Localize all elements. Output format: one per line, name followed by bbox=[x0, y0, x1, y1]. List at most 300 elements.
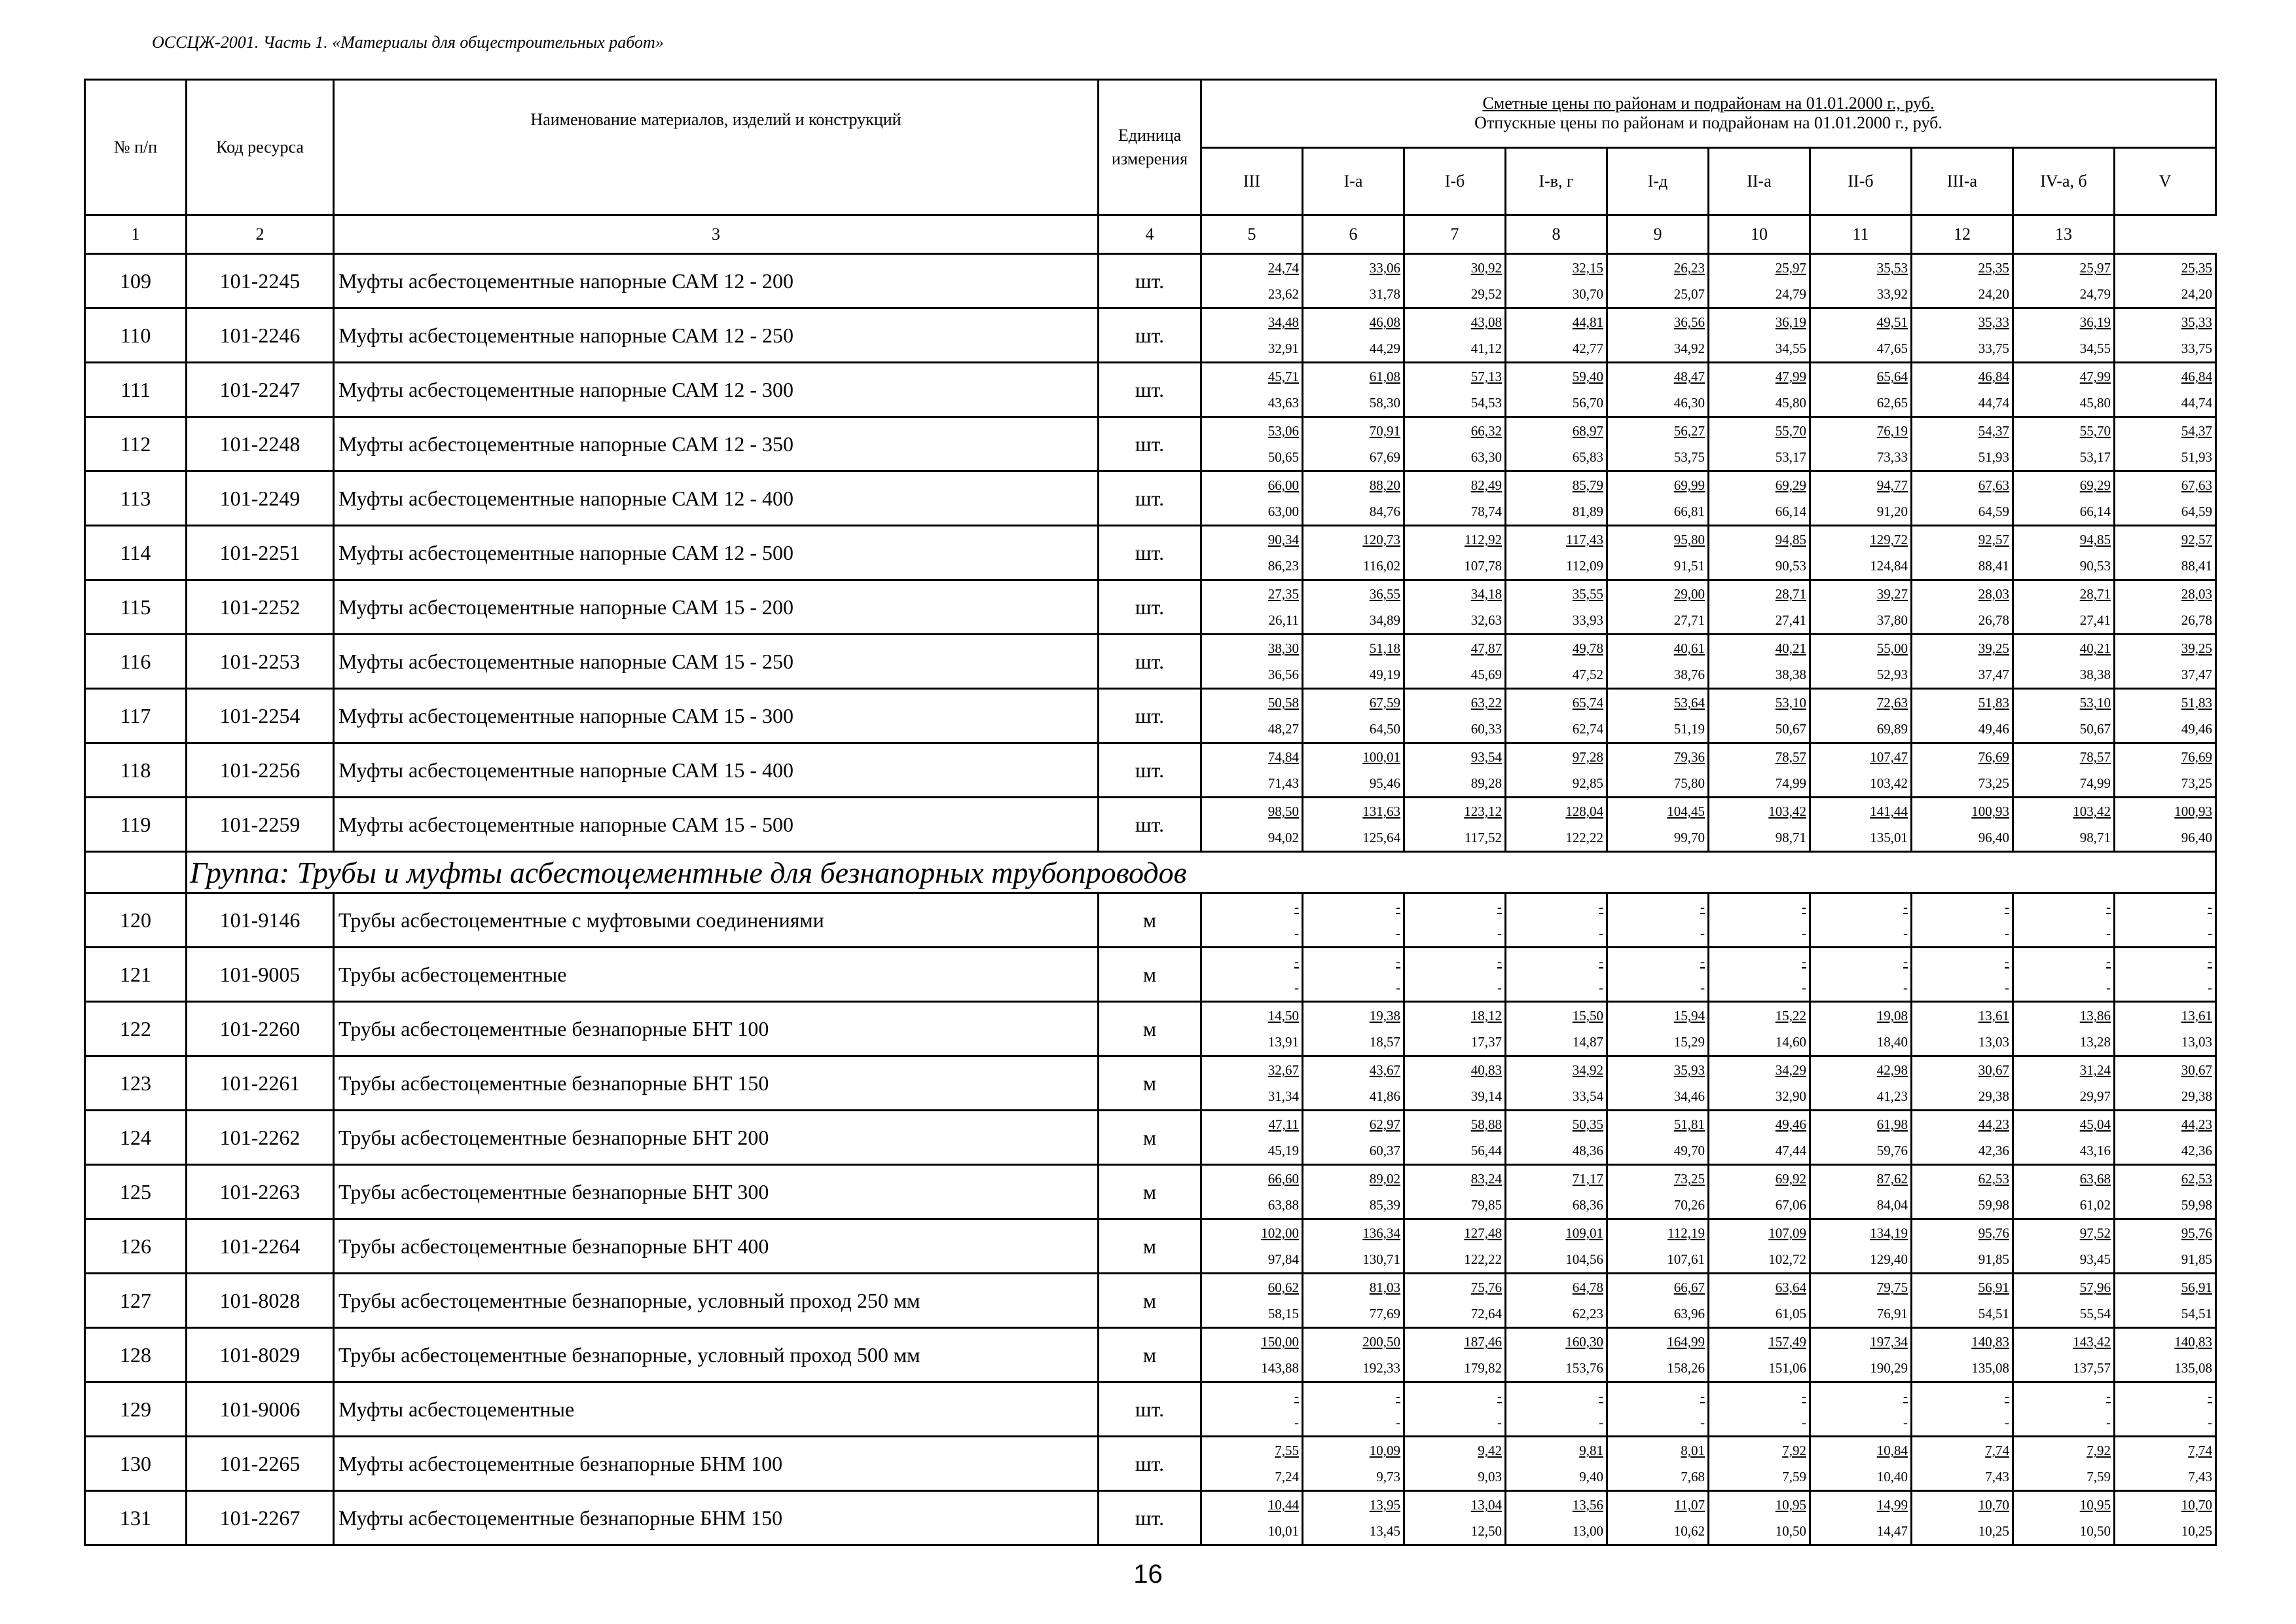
estimated-price: 95,76 bbox=[2181, 1225, 2213, 1241]
release-price: 17,37 bbox=[1470, 1034, 1502, 1050]
header-prices-estimated: Сметные цены по районам и подрайонам на 01.01.2000 г., руб. bbox=[1482, 94, 1935, 113]
price-cell bbox=[2115, 1382, 2216, 1437]
estimated-price: 82,49 bbox=[1470, 477, 1502, 493]
release-price: - bbox=[1599, 925, 1603, 941]
estimated-price: 92,57 bbox=[2181, 532, 2213, 547]
material-name: Муфты асбестоцементные напорные САМ 12 - 300 bbox=[334, 363, 1099, 417]
estimated-price: 7,74 bbox=[1985, 1443, 2009, 1458]
price-cell bbox=[2013, 1328, 2115, 1382]
price-cell bbox=[2013, 580, 2115, 635]
price-cell bbox=[1607, 948, 1709, 1002]
release-price: 63,30 bbox=[1470, 449, 1502, 465]
release-price: 9,73 bbox=[1376, 1469, 1400, 1485]
release-price: 24,20 bbox=[1978, 286, 2009, 302]
release-price: 74,99 bbox=[1775, 775, 1806, 791]
price-cell bbox=[2013, 635, 2115, 689]
release-price: 45,80 bbox=[2079, 395, 2111, 411]
estimated-price: 103,42 bbox=[2073, 803, 2111, 819]
release-price: 41,12 bbox=[1470, 341, 1502, 356]
estimated-price: 7,74 bbox=[2188, 1443, 2213, 1458]
release-price: 153,76 bbox=[1565, 1360, 1603, 1376]
price-cell bbox=[1404, 1219, 1506, 1274]
estimated-price: 18,12 bbox=[1470, 1008, 1502, 1024]
estimated-price: 64,78 bbox=[1572, 1280, 1603, 1295]
release-price: 91,20 bbox=[1876, 504, 1908, 519]
release-price: 77,69 bbox=[1369, 1306, 1400, 1321]
estimated-price: - bbox=[2208, 1388, 2213, 1404]
estimated-price: 47,99 bbox=[2079, 369, 2111, 384]
estimated-price: 140,83 bbox=[2174, 1334, 2213, 1350]
estimated-price: 160,30 bbox=[1565, 1334, 1603, 1350]
price-cell bbox=[2013, 308, 2115, 363]
table-row bbox=[85, 1491, 2216, 1545]
release-price: 10,01 bbox=[1267, 1523, 1299, 1539]
estimated-price: - bbox=[1294, 899, 1299, 915]
material-name: Трубы асбестоцементные bbox=[334, 948, 1099, 1002]
price-cell bbox=[1506, 1382, 1607, 1437]
estimated-price: 36,56 bbox=[1673, 314, 1705, 330]
estimated-price: 107,47 bbox=[1870, 749, 1908, 765]
group-empty-cell bbox=[85, 852, 187, 893]
column-number: 2 bbox=[187, 215, 334, 254]
estimated-price: 127,48 bbox=[1464, 1225, 1502, 1241]
price-cell bbox=[2115, 417, 2216, 471]
estimated-price: - bbox=[2208, 953, 2213, 969]
header-region: IV-а, б bbox=[2013, 147, 2115, 215]
price-cell bbox=[1303, 1382, 1404, 1437]
estimated-price: 94,77 bbox=[1876, 477, 1908, 493]
resource-code: 101-2253 bbox=[187, 635, 334, 689]
header-prices bbox=[1201, 80, 2216, 148]
price-cell bbox=[1607, 1437, 1709, 1491]
price-cell bbox=[2115, 1219, 2216, 1274]
price-cell bbox=[1810, 254, 1912, 308]
release-price: 34,89 bbox=[1369, 612, 1400, 628]
table-row bbox=[85, 689, 2216, 743]
estimated-price: - bbox=[1396, 899, 1400, 915]
price-cell bbox=[1810, 580, 1912, 635]
price-cell bbox=[1709, 1382, 1810, 1437]
release-price: 14,87 bbox=[1572, 1034, 1603, 1050]
price-cell bbox=[2013, 1056, 2115, 1111]
estimated-price: - bbox=[1294, 1388, 1299, 1404]
price-cell bbox=[1404, 308, 1506, 363]
release-price: 64,59 bbox=[2181, 504, 2213, 519]
column-number: 12 bbox=[1912, 215, 2013, 254]
release-price: 9,40 bbox=[1579, 1469, 1603, 1485]
release-price: 73,25 bbox=[1978, 775, 2009, 791]
unit-cell: шт. bbox=[1099, 526, 1201, 580]
release-price: 71,43 bbox=[1267, 775, 1299, 791]
column-number: 3 bbox=[334, 215, 1099, 254]
release-price: 58,30 bbox=[1369, 395, 1400, 411]
release-price: 12,50 bbox=[1470, 1523, 1502, 1539]
estimated-price: 58,88 bbox=[1470, 1116, 1502, 1132]
estimated-price: 62,53 bbox=[1978, 1171, 2009, 1187]
estimated-price: 104,45 bbox=[1667, 803, 1705, 819]
resource-code: 101-9006 bbox=[187, 1382, 334, 1437]
column-number: 9 bbox=[1607, 215, 1709, 254]
price-cell bbox=[1201, 1219, 1303, 1274]
resource-code: 101-2247 bbox=[187, 363, 334, 417]
release-price: 53,17 bbox=[2079, 449, 2111, 465]
material-name: Муфты асбестоцементные напорные САМ 15 - 500 bbox=[334, 798, 1099, 852]
price-cell bbox=[1506, 526, 1607, 580]
resource-code: 101-8029 bbox=[187, 1328, 334, 1382]
release-price: 27,71 bbox=[1673, 612, 1705, 628]
price-cell bbox=[1404, 893, 1506, 948]
table-row bbox=[85, 1165, 2216, 1219]
price-cell bbox=[1506, 1165, 1607, 1219]
estimated-price: 90,34 bbox=[1267, 532, 1299, 547]
release-price: 23,62 bbox=[1267, 286, 1299, 302]
release-price: 63,00 bbox=[1267, 504, 1299, 519]
price-cell bbox=[1404, 1056, 1506, 1111]
price-cell bbox=[1404, 1382, 1506, 1437]
estimated-price: 164,99 bbox=[1667, 1334, 1705, 1350]
price-cell bbox=[1810, 363, 1912, 417]
table-row bbox=[85, 893, 2216, 948]
row-number: 118 bbox=[85, 743, 187, 798]
release-price: 61,02 bbox=[2079, 1197, 2111, 1213]
release-price: - bbox=[2208, 1414, 2213, 1430]
price-cell bbox=[2013, 1002, 2115, 1056]
estimated-price: 32,15 bbox=[1572, 260, 1603, 276]
release-price: 10,62 bbox=[1673, 1523, 1705, 1539]
release-price: 55,54 bbox=[2079, 1306, 2111, 1321]
price-cell bbox=[1303, 580, 1404, 635]
release-price: 73,33 bbox=[1876, 449, 1908, 465]
estimated-price: 70,91 bbox=[1369, 423, 1400, 439]
price-cell bbox=[1506, 471, 1607, 526]
resource-code: 101-2246 bbox=[187, 308, 334, 363]
material-name: Трубы асбестоцементные безнапорные БНТ 100 bbox=[334, 1002, 1099, 1056]
release-price: - bbox=[1802, 1414, 1806, 1430]
resource-code: 101-2248 bbox=[187, 417, 334, 471]
release-price: 79,85 bbox=[1470, 1197, 1502, 1213]
price-cell bbox=[2013, 743, 2115, 798]
price-cell bbox=[1709, 363, 1810, 417]
price-cell bbox=[2013, 1274, 2115, 1328]
resource-code: 101-2267 bbox=[187, 1491, 334, 1545]
price-cell bbox=[1404, 1274, 1506, 1328]
estimated-price: 44,23 bbox=[2181, 1116, 2213, 1132]
release-price: 31,34 bbox=[1267, 1088, 1299, 1104]
release-price: 48,27 bbox=[1267, 721, 1299, 737]
release-price: - bbox=[2106, 1414, 2111, 1430]
unit-cell: м bbox=[1099, 1219, 1201, 1274]
release-price: 158,26 bbox=[1667, 1360, 1705, 1376]
resource-code: 101-2256 bbox=[187, 743, 334, 798]
release-price: 38,38 bbox=[2079, 667, 2111, 682]
estimated-price: 61,98 bbox=[1876, 1116, 1908, 1132]
release-price: - bbox=[1396, 980, 1400, 995]
price-cell bbox=[1303, 1437, 1404, 1491]
release-price: 179,82 bbox=[1464, 1360, 1502, 1376]
release-price: 26,11 bbox=[1268, 612, 1299, 628]
release-price: 92,85 bbox=[1572, 775, 1603, 791]
price-cell bbox=[1303, 1491, 1404, 1545]
estimated-price: 31,24 bbox=[2079, 1062, 2111, 1078]
release-price: - bbox=[1700, 1414, 1705, 1430]
estimated-price: 143,42 bbox=[2073, 1334, 2111, 1350]
row-number: 116 bbox=[85, 635, 187, 689]
material-name: Муфты асбестоцементные напорные САМ 15 - 200 bbox=[334, 580, 1099, 635]
price-cell bbox=[1303, 417, 1404, 471]
material-name: Трубы асбестоцементные безнапорные БНТ 300 bbox=[334, 1165, 1099, 1219]
column-number: 4 bbox=[1099, 215, 1201, 254]
price-cell bbox=[2013, 798, 2115, 852]
price-cell bbox=[1201, 1328, 1303, 1382]
release-price: - bbox=[1903, 1414, 1908, 1430]
table-row bbox=[85, 1437, 2216, 1491]
price-cell bbox=[1709, 1274, 1810, 1328]
release-price: 72,64 bbox=[1470, 1306, 1502, 1321]
price-cell bbox=[1303, 798, 1404, 852]
column-number: 13 bbox=[2013, 215, 2115, 254]
header-region: V bbox=[2115, 147, 2216, 215]
release-price: 13,45 bbox=[1369, 1523, 1400, 1539]
release-price: 97,84 bbox=[1267, 1251, 1299, 1267]
price-cell bbox=[1303, 471, 1404, 526]
price-cell bbox=[1607, 1328, 1709, 1382]
estimated-price: 40,83 bbox=[1470, 1062, 1502, 1078]
estimated-price: - bbox=[2005, 899, 2009, 915]
price-cell bbox=[2115, 363, 2216, 417]
estimated-price: 51,83 bbox=[2181, 695, 2213, 710]
release-price: 54,51 bbox=[1978, 1306, 2009, 1321]
unit-cell: шт. bbox=[1099, 254, 1201, 308]
resource-code: 101-2265 bbox=[187, 1437, 334, 1491]
price-cell bbox=[1607, 580, 1709, 635]
material-name: Муфты асбестоцементные безнапорные БНМ 100 bbox=[334, 1437, 1099, 1491]
estimated-price: 53,10 bbox=[1775, 695, 1806, 710]
price-cell bbox=[1607, 798, 1709, 852]
estimated-price: 123,12 bbox=[1464, 803, 1502, 819]
unit-cell: м bbox=[1099, 1165, 1201, 1219]
estimated-price: 47,99 bbox=[1775, 369, 1806, 384]
price-cell bbox=[1607, 1382, 1709, 1437]
table-row bbox=[85, 1056, 2216, 1111]
estimated-price: 53,06 bbox=[1267, 423, 1299, 439]
release-price: 107,78 bbox=[1464, 558, 1502, 574]
row-number: 111 bbox=[85, 363, 187, 417]
release-price: 38,76 bbox=[1673, 667, 1705, 682]
estimated-price: 13,61 bbox=[2181, 1008, 2213, 1024]
release-price: - bbox=[2208, 980, 2213, 995]
estimated-price: 112,92 bbox=[1465, 532, 1502, 547]
estimated-price: 10,95 bbox=[2079, 1497, 2111, 1513]
price-cell bbox=[1607, 1111, 1709, 1165]
estimated-price: 66,00 bbox=[1267, 477, 1299, 493]
estimated-price: 49,78 bbox=[1572, 640, 1603, 656]
price-cell bbox=[1709, 798, 1810, 852]
price-cell bbox=[1912, 417, 2013, 471]
price-cell bbox=[1810, 1491, 1912, 1545]
release-price: 90,53 bbox=[1775, 558, 1806, 574]
estimated-price: 47,87 bbox=[1470, 640, 1502, 656]
row-number: 115 bbox=[85, 580, 187, 635]
estimated-price: 7,92 bbox=[2086, 1443, 2111, 1458]
release-price: 7,24 bbox=[1275, 1469, 1299, 1485]
price-cell bbox=[1607, 743, 1709, 798]
release-price: 96,40 bbox=[1978, 830, 2009, 845]
row-number: 127 bbox=[85, 1274, 187, 1328]
release-price: 42,36 bbox=[2181, 1143, 2213, 1158]
estimated-price: 109,01 bbox=[1565, 1225, 1603, 1241]
price-cell bbox=[1404, 635, 1506, 689]
release-price: 78,74 bbox=[1470, 504, 1502, 519]
estimated-price: 30,67 bbox=[1978, 1062, 2009, 1078]
unit-cell: шт. bbox=[1099, 1382, 1201, 1437]
release-price: 33,75 bbox=[2181, 341, 2213, 356]
estimated-price: 30,67 bbox=[2181, 1062, 2213, 1078]
price-cell bbox=[2115, 635, 2216, 689]
estimated-price: 51,18 bbox=[1369, 640, 1400, 656]
release-price: 116,02 bbox=[1363, 558, 1400, 574]
release-price: 10,25 bbox=[1978, 1523, 2009, 1539]
release-price: - bbox=[2005, 980, 2009, 995]
estimated-price: 14,99 bbox=[1876, 1497, 1908, 1513]
estimated-price: 55,70 bbox=[1775, 423, 1806, 439]
estimated-price: 39,25 bbox=[1978, 640, 2009, 656]
resource-code: 101-8028 bbox=[187, 1274, 334, 1328]
estimated-price: - bbox=[1497, 953, 1502, 969]
release-price: 91,85 bbox=[1978, 1251, 2009, 1267]
release-price: - bbox=[1294, 925, 1299, 941]
unit-cell: м bbox=[1099, 1111, 1201, 1165]
estimated-price: 141,44 bbox=[1870, 803, 1908, 819]
release-price: 94,02 bbox=[1267, 830, 1299, 845]
release-price: 44,74 bbox=[2181, 395, 2213, 411]
price-cell bbox=[1303, 1165, 1404, 1219]
release-price: 24,79 bbox=[1775, 286, 1806, 302]
price-cell bbox=[1506, 254, 1607, 308]
estimated-price: - bbox=[1497, 899, 1502, 915]
estimated-price: 136,34 bbox=[1362, 1225, 1400, 1241]
release-price: 29,52 bbox=[1470, 286, 1502, 302]
estimated-price: 51,81 bbox=[1673, 1116, 1705, 1132]
estimated-price: - bbox=[1396, 953, 1400, 969]
estimated-price: - bbox=[1497, 1388, 1502, 1404]
table-row bbox=[85, 948, 2216, 1002]
release-price: - bbox=[1599, 980, 1603, 995]
release-price: 190,29 bbox=[1870, 1360, 1908, 1376]
row-number: 131 bbox=[85, 1491, 187, 1545]
release-price: 70,26 bbox=[1673, 1197, 1705, 1213]
row-number: 122 bbox=[85, 1002, 187, 1056]
release-price: 59,98 bbox=[1978, 1197, 2009, 1213]
release-price: 24,79 bbox=[2079, 286, 2111, 302]
release-price: 37,47 bbox=[1978, 667, 2009, 682]
column-number: 5 bbox=[1201, 215, 1303, 254]
price-cell bbox=[1201, 1111, 1303, 1165]
price-cell bbox=[1709, 254, 1810, 308]
estimated-price: 129,72 bbox=[1870, 532, 1908, 547]
price-cell bbox=[1912, 580, 2013, 635]
release-price: 37,80 bbox=[1876, 612, 1908, 628]
release-price: 66,81 bbox=[1673, 504, 1705, 519]
release-price: 49,46 bbox=[1978, 721, 2009, 737]
estimated-price: - bbox=[2106, 899, 2111, 915]
estimated-price: 28,71 bbox=[2079, 586, 2111, 602]
estimated-price: 200,50 bbox=[1362, 1334, 1400, 1350]
release-price: 58,15 bbox=[1267, 1306, 1299, 1321]
price-cell bbox=[1810, 471, 1912, 526]
release-price: 51,93 bbox=[1978, 449, 2009, 465]
release-price: 13,91 bbox=[1267, 1034, 1299, 1050]
release-price: 129,40 bbox=[1870, 1251, 1908, 1267]
price-cell bbox=[1709, 1002, 1810, 1056]
release-price: 47,44 bbox=[1775, 1143, 1806, 1158]
release-price: 73,25 bbox=[2181, 775, 2213, 791]
table-row bbox=[85, 1328, 2216, 1382]
release-price: - bbox=[2005, 925, 2009, 941]
price-cell bbox=[1912, 1002, 2013, 1056]
estimated-price: 65,74 bbox=[1572, 695, 1603, 710]
release-price: 13,28 bbox=[2079, 1034, 2111, 1050]
release-price: 61,05 bbox=[1775, 1306, 1806, 1321]
price-cell bbox=[1303, 1111, 1404, 1165]
estimated-price: - bbox=[1903, 899, 1908, 915]
estimated-price: 25,97 bbox=[2079, 260, 2111, 276]
estimated-price: 79,75 bbox=[1876, 1280, 1908, 1295]
unit-cell: шт. bbox=[1099, 363, 1201, 417]
estimated-price: 60,62 bbox=[1267, 1280, 1299, 1295]
release-price: 96,40 bbox=[2181, 830, 2213, 845]
release-price: 7,43 bbox=[1985, 1469, 2009, 1485]
table-row bbox=[85, 1219, 2216, 1274]
price-cell bbox=[2013, 893, 2115, 948]
material-name: Муфты асбестоцементные напорные САМ 15 - 300 bbox=[334, 689, 1099, 743]
estimated-price: 78,57 bbox=[2079, 749, 2111, 765]
estimated-price: 69,29 bbox=[1775, 477, 1806, 493]
release-price: 60,33 bbox=[1470, 721, 1502, 737]
estimated-price: 25,97 bbox=[1775, 260, 1806, 276]
material-name: Муфты асбестоцементные напорные САМ 15 - 250 bbox=[334, 635, 1099, 689]
price-cell bbox=[1810, 1111, 1912, 1165]
price-cell bbox=[1709, 1328, 1810, 1382]
estimated-price: 71,17 bbox=[1572, 1171, 1603, 1187]
estimated-price: 50,35 bbox=[1572, 1116, 1603, 1132]
estimated-price: 66,32 bbox=[1470, 423, 1502, 439]
price-cell bbox=[2115, 580, 2216, 635]
release-price: 27,41 bbox=[2079, 612, 2111, 628]
release-price: 64,50 bbox=[1369, 721, 1400, 737]
release-price: 59,98 bbox=[2181, 1197, 2213, 1213]
price-cell bbox=[1201, 743, 1303, 798]
release-price: 88,41 bbox=[2181, 558, 2213, 574]
resource-code: 101-2262 bbox=[187, 1111, 334, 1165]
release-price: 42,77 bbox=[1572, 341, 1603, 356]
estimated-price: 95,76 bbox=[1978, 1225, 2009, 1241]
price-cell bbox=[1607, 417, 1709, 471]
row-number: 128 bbox=[85, 1328, 187, 1382]
price-cell bbox=[1912, 743, 2013, 798]
estimated-price: 57,13 bbox=[1470, 369, 1502, 384]
release-price: 29,38 bbox=[1978, 1088, 2009, 1104]
price-cell bbox=[1506, 1002, 1607, 1056]
estimated-price: 10,09 bbox=[1369, 1443, 1400, 1458]
material-name: Муфты асбестоцементные напорные САМ 12 - 400 bbox=[334, 471, 1099, 526]
estimated-price: 87,62 bbox=[1876, 1171, 1908, 1187]
estimated-price: 44,81 bbox=[1572, 314, 1603, 330]
estimated-price: 9,42 bbox=[1478, 1443, 1502, 1458]
estimated-price: 47,11 bbox=[1268, 1116, 1299, 1132]
release-price: - bbox=[1700, 980, 1705, 995]
estimated-price: 94,85 bbox=[1775, 532, 1806, 547]
estimated-price: 15,50 bbox=[1572, 1008, 1603, 1024]
